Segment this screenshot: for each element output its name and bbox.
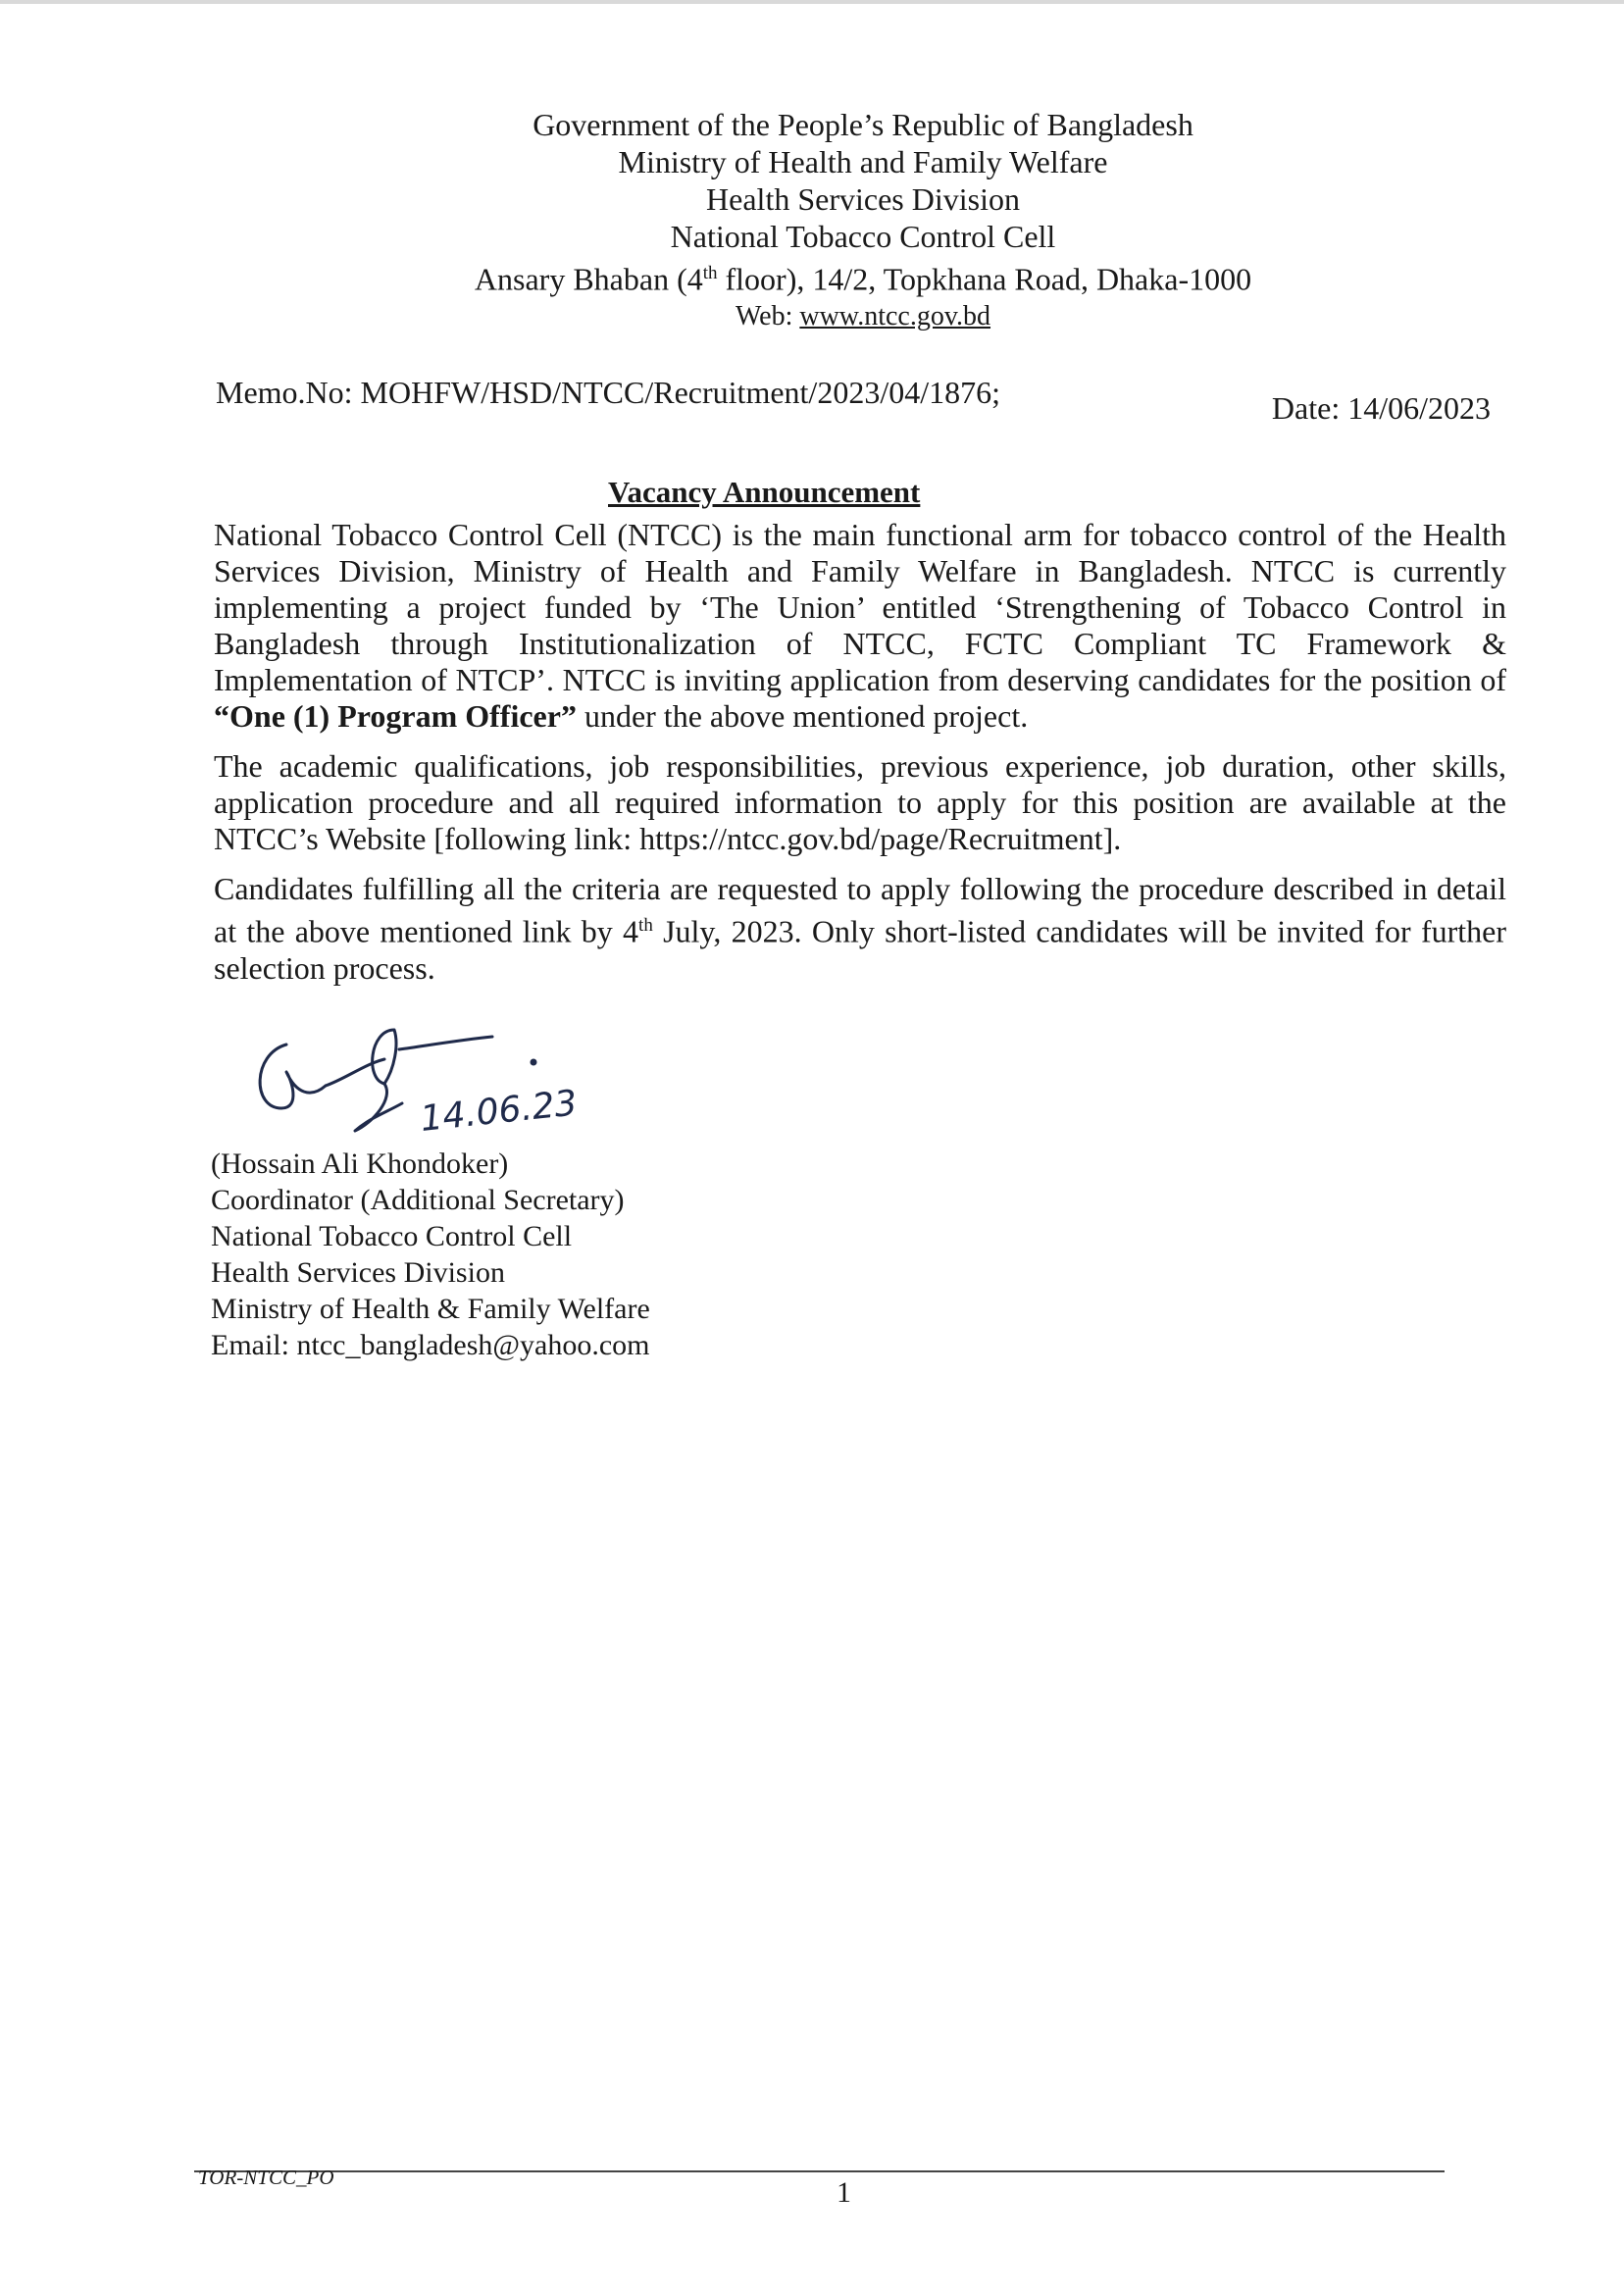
signatory-block	[211, 1146, 650, 1363]
memo-date: Date: 14/06/2023	[1271, 390, 1491, 426]
letterhead-address: Ansary Bhaban (4th floor), 14/2, Topkhana Road, Dhaka-1000	[474, 261, 1252, 297]
letterhead-web: Web: www.ntcc.gov.bd	[735, 300, 991, 331]
scan-edge	[0, 0, 1624, 4]
paragraph-deadline: Candidates fulfilling all the criteria are requested to apply following the procedure described in detail at the above mentioned link by 4th July, 2023. Only short-listed candidates will be invited for further selection process.	[214, 871, 1507, 986]
letterhead	[324, 106, 1402, 335]
letterhead-cell: National Tobacco Control Cell	[670, 219, 1056, 254]
signatory-ministry: Ministry of Health & Family Welfare	[211, 1293, 650, 1325]
letterhead-government: Government of the People’s Republic of Bangladesh	[533, 107, 1193, 142]
signatory-designation: Coordinator (Additional Secretary)	[211, 1184, 625, 1216]
signature-date: 14.06.23	[418, 1083, 580, 1140]
announcement-body	[214, 517, 1506, 1000]
footer-divider	[194, 2170, 1445, 2172]
letterhead-ministry: Ministry of Health and Family Welfare	[618, 144, 1108, 179]
signatory-name: (Hossain Ali Khondoker)	[211, 1147, 509, 1180]
signatory-office: National Tobacco Control Cell	[211, 1220, 573, 1252]
page-number: 1	[837, 2176, 851, 2209]
website-link[interactable]: www.ntcc.gov.bd	[799, 300, 991, 331]
paragraph-details: The academic qualifications, job responsibilities, previous experience, job duration, other skills, application procedure and all required information to apply for this position are available at the NTCC’s Website [following link: https://ntcc.gov.bd/page/Recruitment].	[214, 748, 1506, 856]
signature	[247, 1025, 620, 1143]
footer-code: TOR-NTCC_PO	[198, 2166, 334, 2189]
memo-number: Memo.No: MOHFW/HSD/NTCC/Recruitment/2023/04/1876;	[216, 375, 1000, 410]
memo-row	[216, 375, 1491, 426]
position-title: “One (1) Program Officer”	[214, 698, 577, 734]
signatory-division: Health Services Division	[211, 1256, 505, 1289]
signatory-email[interactable]: Email: ntcc_bangladesh@yahoo.com	[211, 1329, 650, 1361]
letterhead-division: Health Services Division	[706, 181, 1020, 217]
page-title: Vacancy Announcement	[608, 475, 921, 509]
paragraph-intro: National Tobacco Control Cell (NTCC) is the main functional arm for tobacco control of the Health Services Division, Ministry of Health and Family Welfare in Bangladesh. NTCC is currently implementing a project funded by ‘The Union’ entitled ‘Strengthening of Tobacco Control in Bangladesh through Institutionalization of NTCC, FCTC Compliant TC Framework & Implementation of NTCP’. NTCC is inviting application from deserving candidates for the position of “One (1) Program Officer” under the above mentioned project.	[214, 517, 1506, 734]
